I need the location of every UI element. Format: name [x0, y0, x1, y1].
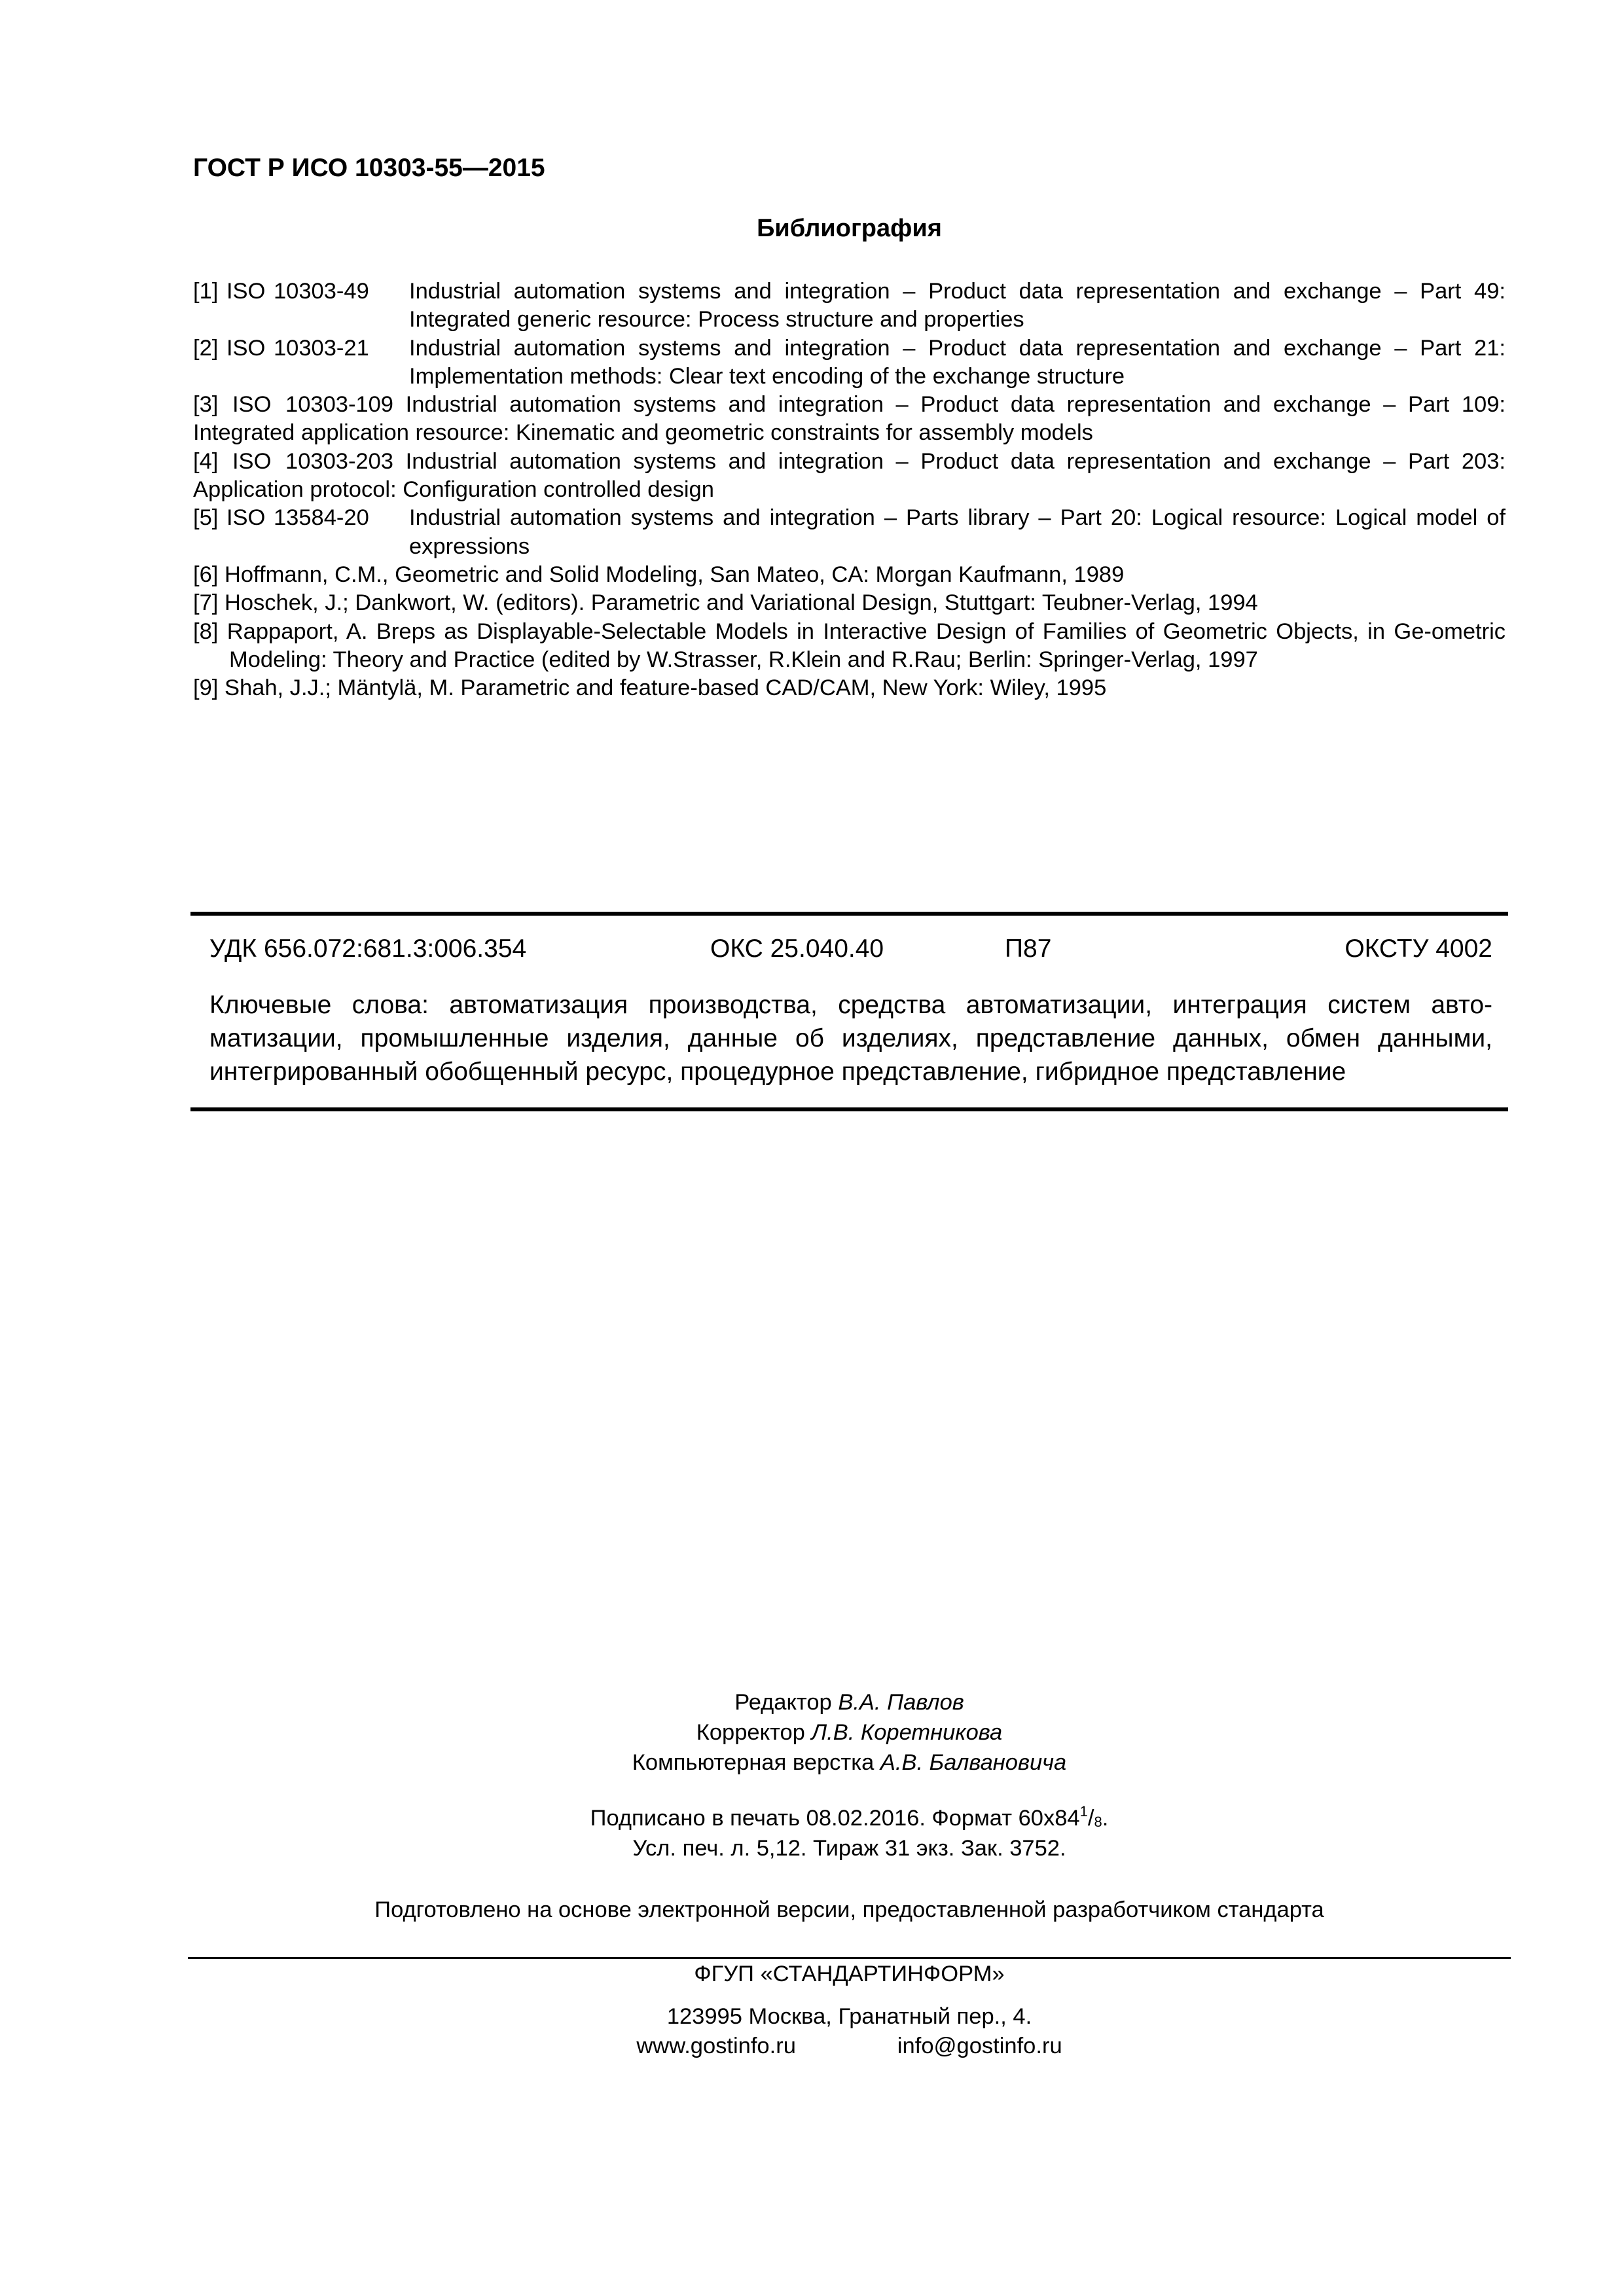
bibliography-text: Industrial automation systems and integration – Product data representation and exchange – Part 203: Application protocol: Configuration controlled design [193, 448, 1506, 503]
bibliography-entry [193, 334, 1506, 391]
bibliography-entry [193, 589, 1506, 617]
corrector-line [193, 1717, 1506, 1748]
layout-name: А.В. Балвановича [880, 1750, 1067, 1775]
signed-text: Подписано в печать 08.02.2016. Формат 60x84 [590, 1806, 1080, 1831]
prepared-note: Подготовлено на основе электронной версии, предоставленной разработчиком стандарта [374, 1897, 1324, 1922]
standard-code-header: ГОСТ Р ИСО 10303-55—2015 [193, 154, 545, 182]
bibliography-ref: [9] [193, 675, 219, 701]
bibliography-text: Hoffmann, C.M., Geometric and Solid Modeling, San Mateo, CA: Morgan Kaufmann, 1989 [224, 562, 1125, 587]
bibliography-text: Hoschek, J.; Dankwort, W. (editors). Parametric and Variational Design, Stuttgart: Teubner-Verlag, 1994 [224, 590, 1258, 616]
bibliography-ref: [8] [193, 619, 219, 644]
okstu-code: ОКСТУ 4002 [1344, 935, 1492, 963]
p-code: П87 [1005, 935, 1052, 963]
signed-line: Подписано в печать 08.02.2016. Формат $60x84^1/_8$. [590, 1803, 1109, 1831]
bibliography-text: Shah, J.J.; Mäntylä, M. Parametric and feature-based CAD/CAM, New York: Wiley, 1995 [224, 675, 1107, 701]
bibliography-text: Industrial automation systems and integration – Product data representation and exchange – Part 21: Implementation methods: Clear text encoding of the exchange structure [409, 335, 1506, 389]
udk-code: УДК 656.072:681.3:006.354 [209, 935, 527, 963]
oks-code: ОКС 25.040.40 [710, 935, 884, 963]
bibliography-ref: [6] [193, 562, 219, 587]
bibliography-list [193, 278, 1506, 702]
email-link[interactable]: info@gostinfo.ru [897, 2034, 1062, 2058]
bibliography-title: Библиография [757, 215, 942, 242]
keywords-paragraph: Ключевые слова: автоматизация производства, средства автоматизации, интеграция систем авто-матизации, промышленные изделия, данные об изделиях, представление данных, обмен данными, интегрированный обобщенный ресурс, процедурное представление, гибридное представление [209, 991, 1492, 1086]
publisher-contacts [193, 2031, 1506, 2061]
print-run-line: Усл. печ. л. 5,12. Тираж 31 экз. Зак. 3752. [632, 1836, 1066, 1861]
bibliography-entry [193, 448, 1506, 505]
editor-line [193, 1687, 1506, 1717]
bibliography-entry [193, 561, 1506, 589]
bibliography-text: Industrial automation systems and integration – Parts library – Part 20: Logical resource: Logical model of expressions [409, 505, 1506, 559]
print-info [193, 1803, 1506, 1863]
bibliography-ref: [5] ISO 13584-20 [193, 505, 369, 531]
publisher-address: 123995 Москва, Гранатный пер., 4. [666, 2004, 1032, 2029]
corrector-label: Корректор [696, 1720, 805, 1745]
bibliography-entry [193, 674, 1506, 702]
bibliography-ref: [2] ISO 10303-21 [193, 335, 369, 361]
bibliography-entry [193, 618, 1506, 675]
editor-name: В.А. Павлов [838, 1690, 964, 1715]
bibliography-text: Rappaport, A. Breps as Displayable-Selectable Models in Interactive Design of Families of Geometric Objects, in Ge-ometric Modeling: Theory and Practice (edited by W.Strasser, R.Klein and R.Rau; Berlin: Springer-Verlag, 1997 [226, 619, 1506, 672]
layout-line [193, 1748, 1506, 1778]
corrector-name: Л.В. Коретникова [811, 1720, 1003, 1745]
bibliography-text: Industrial automation systems and integration – Product data representation and exchange – Part 109: Integrated application resource: Kinematic and geometric constraints for assembly models [193, 392, 1506, 446]
editor-label: Редактор [734, 1690, 832, 1715]
format-numerator: 1 [1079, 1803, 1088, 1820]
classification-bottom-rule [190, 1107, 1508, 1111]
website-link[interactable]: www.gostinfo.ru [636, 2034, 796, 2058]
bibliography-ref: [7] [193, 590, 219, 616]
bibliography-text: Industrial automation systems and integration – Product data representation and exchange – Part 49: Integrated generic resource: Process structure and properties [409, 279, 1506, 332]
layout-label: Компьютерная верстка [632, 1750, 875, 1775]
signed-end: . [1102, 1806, 1109, 1831]
format-denominator: 8 [1094, 1814, 1102, 1830]
bibliography-entry [193, 504, 1506, 561]
bibliography-ref: [4] ISO 10303-203 [193, 448, 393, 474]
bibliography-entry [193, 391, 1506, 448]
publisher-name: ФГУП «СТАНДАРТИНФОРМ» [694, 1962, 1005, 1986]
imprint-staff [193, 1687, 1506, 1778]
bibliography-ref: [1] ISO 10303-49 [193, 279, 369, 304]
bibliography-entry [193, 278, 1506, 334]
classification-top-rule [190, 912, 1508, 916]
bibliography-ref: [3] ISO 10303-109 [193, 392, 393, 418]
